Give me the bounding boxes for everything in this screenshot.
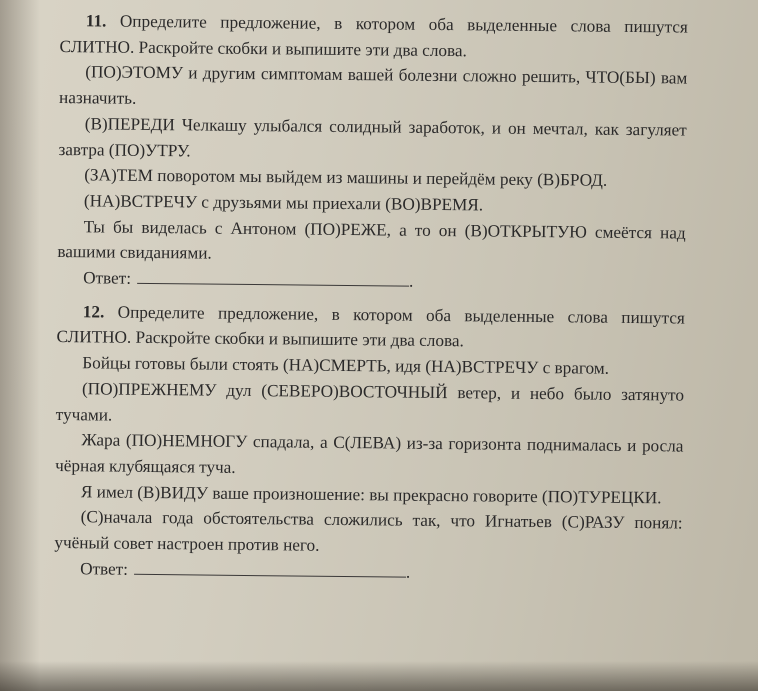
task-question xyxy=(59,8,688,66)
answer-blank[interactable] xyxy=(137,267,409,287)
answer-line xyxy=(57,265,685,297)
answer-blank[interactable] xyxy=(134,558,406,578)
sentence-option: Ты бы виделась с Антоном (ПО)РЕЖЕ, а то он (В)ОТКРЫТУЮ смеётся над вашими свиданиями. xyxy=(57,216,686,263)
sentence-option: (ПО)ПРЕЖНЕМУ дул (СЕВЕРО)ВОСТОЧНЫЙ ветер, и небо было затянуто тучами. xyxy=(55,379,685,425)
answer-label: Ответ: xyxy=(80,559,129,579)
task-question-text: Определите предложение, в котором оба выделенные слова пишутся СЛИТНО. Раскройте скобки и выпишите эти два слова. xyxy=(59,11,688,60)
sentence-option: (ЗА)ТЕМ поворотом мы выйдем из машины и перейдём реку (В)БРОД. xyxy=(84,165,608,190)
sentence-option: Бойцы готовы были стоять (НА)СМЕРТЬ, идя (НА)ВСТРЕЧУ с врагом. xyxy=(82,353,610,378)
task-question-text: Определите предложение, в котором оба выделенные слова пишутся СЛИТНО. Раскройте скобки и выпишите эти два слова. xyxy=(56,302,685,351)
sentence-option: Я имел (В)ВИДУ ваше произношение: вы прекрасно говорите (ПО)ТУРЕЦКИ. xyxy=(80,481,662,507)
sentence-option: (В)ПЕРЕДИ Челкашу улыбался солидный заработок, и он мечтал, как загуляет завтра (ПО)УТРУ. xyxy=(58,114,687,160)
sentence-option: (С)начала года обстоятельства сложились так, что Игнатьев (С)РАЗУ понял: учёный совет настроен против него. xyxy=(54,507,683,555)
page-content xyxy=(54,8,688,588)
sentence-option: Жара (ПО)НЕМНОГУ спадала, а С(ЛЕВА) из-за горизонта поднималась и росла чёрная клубящаяся туча. xyxy=(55,430,684,477)
task-number: 11. xyxy=(85,11,107,31)
answer-end: . xyxy=(405,562,411,582)
task-11 xyxy=(57,8,688,297)
task-12 xyxy=(54,299,685,588)
task-number: 12. xyxy=(82,301,105,322)
answer-label: Ответ: xyxy=(83,268,132,288)
answer-end: . xyxy=(408,271,414,291)
page-shadow-bottom xyxy=(0,661,758,691)
page-shadow-left xyxy=(0,0,40,691)
sentence-option: (НА)ВСТРЕЧУ с друзьями мы приехали (ВО)ВРЕМЯ. xyxy=(83,191,484,215)
answer-line xyxy=(54,556,682,588)
sentence-option: (ПО)ЭТОМУ и другим симптомам вашей болезни сложно решить, ЧТО(БЫ) вам назначить. xyxy=(58,62,688,108)
task-question xyxy=(56,299,685,357)
